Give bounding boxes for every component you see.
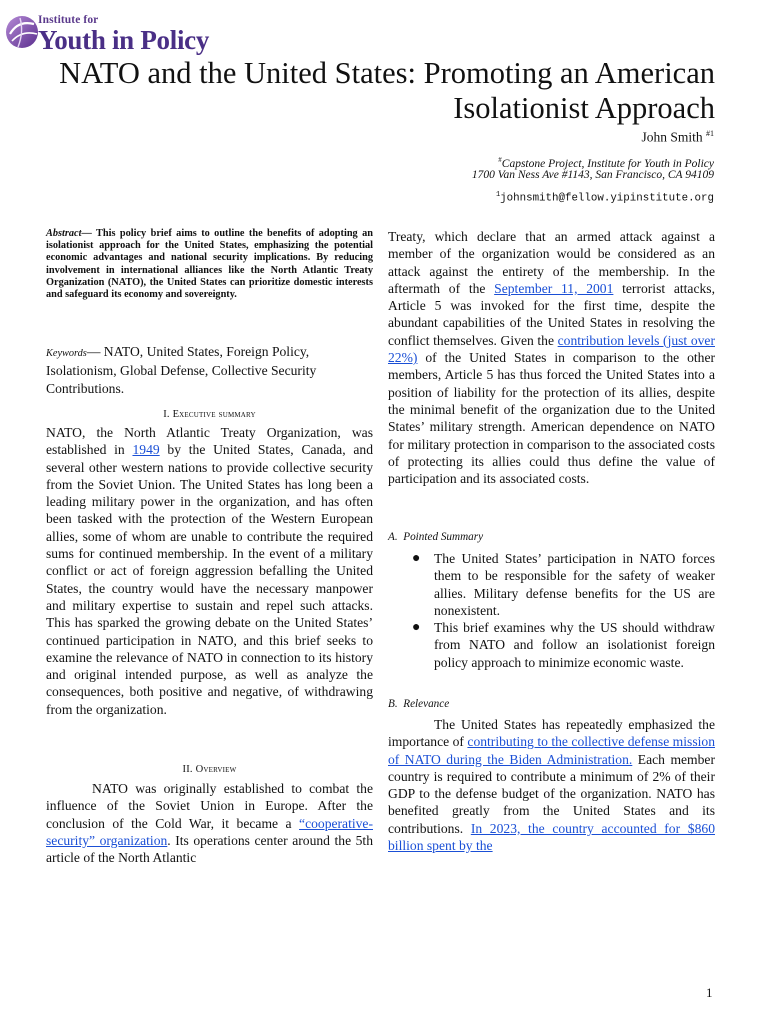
link-september-11[interactable]: September 11, 2001	[494, 280, 614, 296]
email-text: johnsmith@fellow.yipinstitute.org	[500, 192, 714, 205]
text-run: Treaty, which declare that an armed attack against a member of the organization would be considered as an attack against the entirety of the membership. In the aftermath of the	[388, 229, 715, 296]
text-run: Each member country is required to contribute a minimum of 2% of their GDP to the defense budget of the organization. NATO has benefited greatly from the United States and its contributions.	[388, 751, 715, 836]
abstract-text: — This policy brief aims to outline the benefits of adopting an isolationist approach for the United States, emphasizing the potential economic advantages and national security implications. By reducing involvement in international alliances like the North Atlantic Treaty Organization (NATO), the United States can prioritize domestic interests and safeguard its economy and sovereignty.	[46, 228, 373, 301]
list-item	[412, 550, 715, 619]
relevance-paragraph	[388, 716, 715, 854]
subsection-title: Relevance	[403, 698, 450, 710]
text-run: of the United States in comparison to the other members, Article 5 has thus forced the United States into a position of liability for the protection of its allies, despite the minimal benefit of the organization due to the United States’ military strength. American dependence on NATO for military protection in comparison to the associated costs of protecting its allies could thus define the value of participation and its associated costs.	[388, 350, 715, 487]
author-line	[641, 129, 714, 146]
text-run: terrorist attacks, Article 5 was invoked for the first time, despite the abundant capabilities of the United States in resolving the conflict themselves. Given the	[388, 280, 715, 348]
bullet-text: This brief examines why the US should withdraw from NATO and follow an isolationist foreign policy approach to minimize economic waste.	[434, 620, 715, 670]
paper-title: NATO and the United States: Promoting an American Isolationist Approach	[59, 56, 715, 125]
bullet-icon: ●	[412, 620, 421, 636]
author-name: John Smith	[641, 129, 703, 145]
list-item	[412, 619, 715, 671]
keywords-text: — NATO, United States, Foreign Policy, Isolationism, Global Defense, Collective Security Contributions.	[46, 344, 317, 396]
link-2023-spending[interactable]: In 2023, the country accounted for $860 billion spent by the	[388, 820, 715, 854]
section-title: Executive summary	[172, 409, 256, 420]
affiliation-line-2: 1700 Van Ness Ave #1143, San Francisco, CA 94109	[471, 169, 714, 181]
section-title: Overview	[195, 764, 237, 775]
text-run: NATO was originally established to combat the influence of the Soviet Union in Europe. After the conclusion of the Cold War, it became a	[46, 781, 373, 831]
affiliation-mark: #	[498, 156, 502, 164]
text-run: by the United States, Canada, and several other western nations to provide collective security from the Soviet Union. The United States has long been a leading military power in the organization, and has often been tasked with the protection of the Western European allies, some of whom are unable to contribute the required sums for continued membership. In the event of a military conflict or act of foreign aggression befalling the United States, the country would have the necessary manpower and military expertise to sustain and repel such attacks. This has sparked the growing debate on the United States’ continued participation in NATO, and this brief seeks to examine the relevance of NATO in connection to its history and original intended purpose, as well as analyze the consequences, both positive and negative, of withdrawing from the organization.	[46, 442, 373, 717]
section-number: II.	[182, 764, 196, 775]
keywords	[46, 343, 373, 397]
keywords-lead: Keywords	[46, 348, 87, 359]
text-run: NATO, the North Atlantic Treaty Organization, was established in	[46, 425, 373, 458]
link-1949[interactable]: 1949	[132, 442, 160, 458]
subsection-title: Pointed Summary	[403, 531, 484, 543]
section-number: I.	[163, 409, 173, 420]
institute-logo	[4, 10, 234, 55]
summary-bullet-list	[412, 550, 715, 671]
subsection-label: A.	[388, 531, 398, 543]
logo-globe-icon	[4, 10, 38, 52]
subsection-heading-relevance	[388, 698, 449, 710]
executive-summary-paragraph	[46, 424, 373, 718]
section-heading-overview	[46, 764, 373, 775]
author-mark: #1	[706, 129, 714, 138]
author-email	[496, 191, 714, 205]
logo-text-main: Youth in Policy	[38, 25, 210, 55]
link-cooperative-security[interactable]: “cooperative-security” organization	[46, 815, 373, 848]
affiliation-text-1: Capstone Project, Institute for Youth in Policy	[501, 157, 714, 170]
text-run: . Its operations center around the 5th article of the North Atlantic	[46, 832, 373, 866]
abstract-lead: Abstract	[46, 228, 82, 239]
email-mark: 1	[495, 191, 501, 199]
bullet-text: The United States’ participation in NATO forces them to be responsible for the safety of weaker allies. Military defense benefits for the US are nonexistent.	[434, 551, 715, 618]
text-run: The United States has repeatedly emphasized the importance of	[388, 717, 715, 750]
link-biden-administration[interactable]: contributing to the collective defense mission of NATO during the Biden Administration.	[388, 734, 715, 767]
overview-paragraph	[46, 780, 373, 866]
subsection-label: B.	[388, 698, 398, 710]
page-number: 1	[706, 985, 713, 1000]
subsection-heading-pointed-summary	[388, 531, 483, 543]
abstract	[46, 228, 373, 301]
logo-text-small: Institute for	[38, 14, 99, 26]
bullet-icon: ●	[412, 551, 421, 566]
overview-continued-paragraph	[388, 228, 715, 487]
link-contribution-levels[interactable]: contribution levels (just over 22%)	[388, 332, 715, 366]
section-heading-executive-summary	[46, 409, 373, 420]
